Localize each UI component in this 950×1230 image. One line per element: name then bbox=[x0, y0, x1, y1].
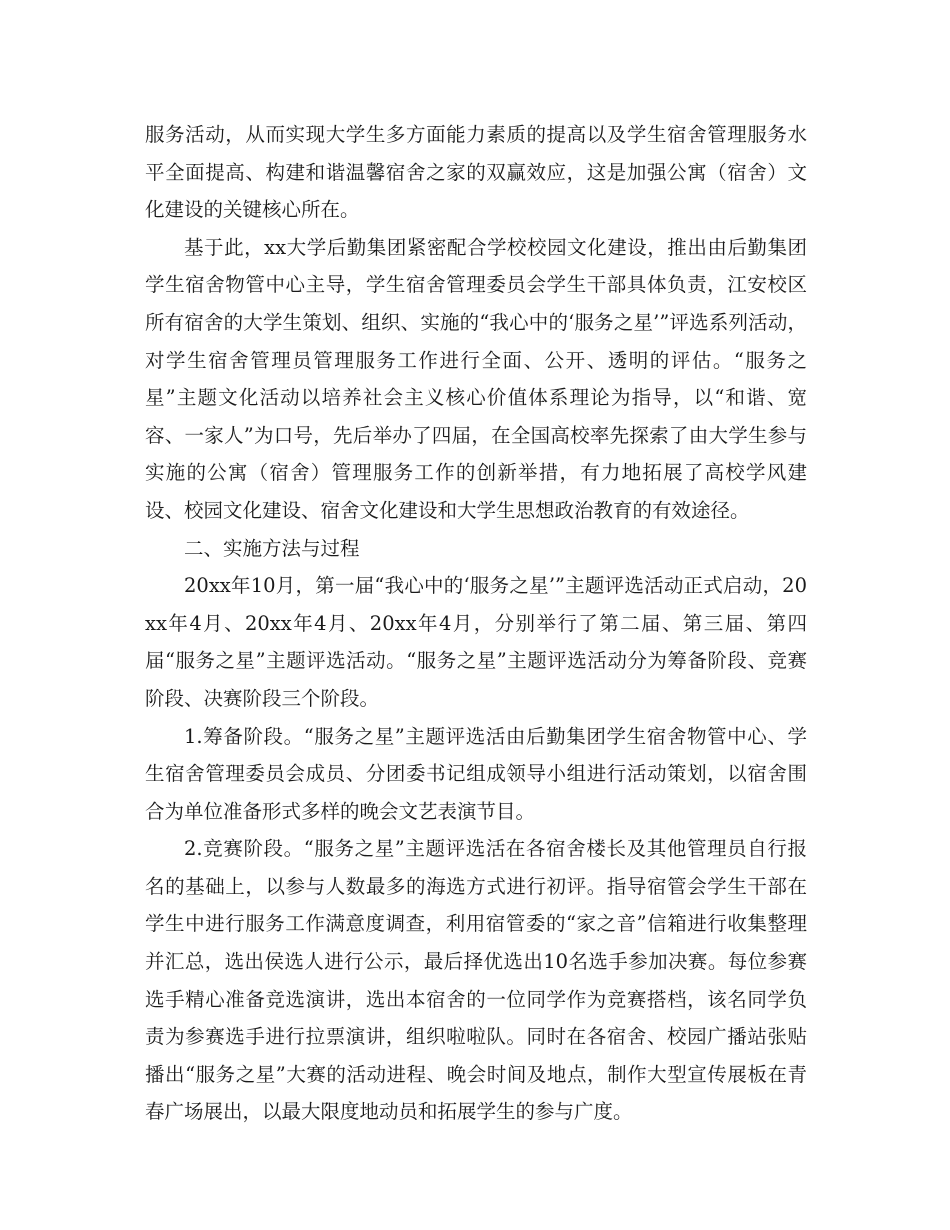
paragraph-intro-continuation: 服务活动，从而实现大学生多方面能力素质的提高以及学生宿舍管理服务水平全面提高、构建和谐温馨宿舍之家的双赢效应，这是加强公寓（宿舍）文化建设的关键核心所在。 bbox=[145, 123, 807, 222]
paragraph-preparation-stage: 1.筹备阶段。“服务之星”主题评选活由后勤集团学生宿舍物管中心、学生宿舍管理委员会成员、分团委书记组成领导小组进行活动策划，以宿舍围合为单位准备形式多样的晚会文艺表演节目。 bbox=[145, 724, 807, 823]
paragraph-competition-stage: 2.竞赛阶段。“服务之星”主题评选活在各宿舍楼长及其他管理员自行报名的基础上，以参与人数最多的海选方式进行初评。指导宿管会学生干部在学生中进行服务工作满意度调查，利用宿管委的“家之音”信箱进行收集整理并汇总，选出侯选人进行公示，最后择优选出10名选手参加决赛。每位参赛选手精心准备竞选演讲，选出本宿舍的一位同学作为竞赛搭档，该名同学负责为参赛选手进行拉票演讲，组织啦啦队。同时在各宿舍、校园广播站张贴播出“服务之星”大赛的活动进程、晚会时间及地点，制作大型宣传展板在青春广场展出，以最大限度地动员和拓展学生的参与广度。 bbox=[145, 837, 807, 1124]
paragraph-background: 基于此，xx大学后勤集团紧密配合学校校园文化建设，推出由后勤集团学生宿舍物管中心主导，学生宿舍管理委员会学生干部具体负责，江安校区所有宿舍的大学生策划、组织、实施的“我心中的‘服务之星’”评选系列活动，对学生宿舍管理员管理服务工作进行全面、公开、透明的评估。“服务之星”主题文化活动以培养社会主义核心价值体系理论为指导，以“和谐、宽容、一家人”为口号，先后举办了四届，在全国高校率先探索了由大学生参与实施的公寓（宿舍）管理服务工作的创新举措，有力地拓展了高校学风建设、校园文化建设、宿舍文化建设和大学生思想政治教育的有效途径。 bbox=[145, 235, 807, 522]
paragraph-timeline: 20xx年10月，第一届“我心中的‘服务之星’”主题评选活动正式启动，20xx年4月、20xx年4月、20xx年4月，分别举行了第二届、第三届、第四届“服务之星”主题评选活动。“服务之星”主题评选活动分为筹备阶段、竞赛阶段、决赛阶段三个阶段。 bbox=[145, 574, 807, 710]
document-page bbox=[145, 116, 807, 1131]
section-heading-methods: 二、实施方法与过程 bbox=[184, 536, 360, 560]
